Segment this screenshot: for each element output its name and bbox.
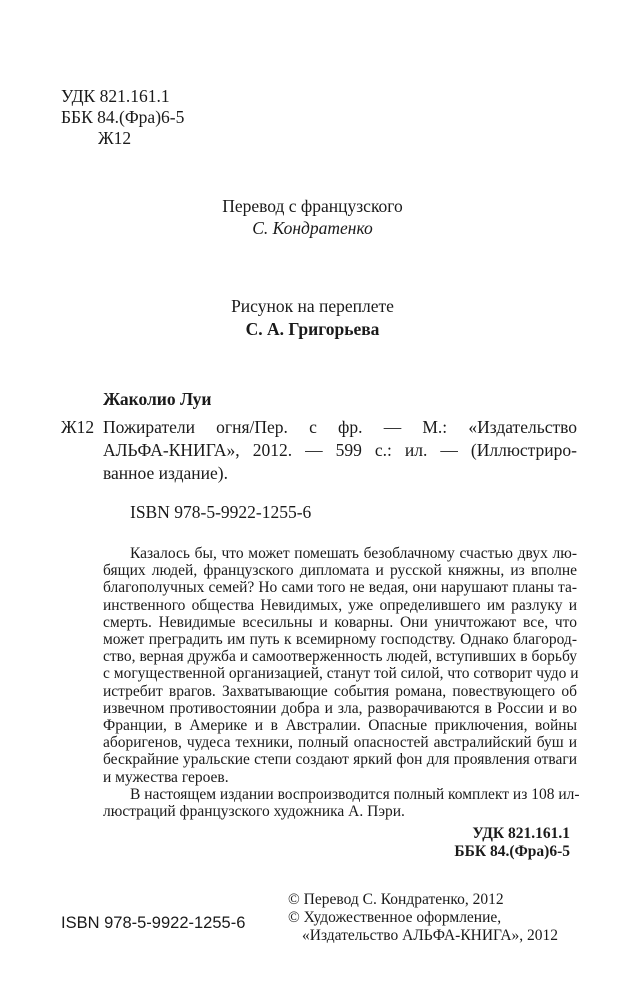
translation-label: Перевод с французского: [222, 196, 403, 216]
annotation-paragraph: [103, 545, 580, 821]
annotation-line: инственного общества Невидимых, уже определившего им разлуку и: [103, 596, 577, 614]
annotation-line: истребит врагов. Захватывающие события романа, повествующего об: [103, 682, 577, 700]
annotation-line: может преградить им путь к всемирному господству. Однако благород-: [103, 631, 577, 649]
annotation-line: люстраций французского художника А. Пэри.: [103, 803, 405, 821]
footer-isbn: ISBN 978-5-9922-1255-6: [61, 914, 246, 932]
translator-name: С. Кондратенко: [252, 218, 373, 238]
annotation-line: аборигенов, чудеса техники, полный опасностей австралийский буш и: [103, 734, 577, 752]
annotation-udk: УДК 821.161.1: [472, 825, 570, 842]
cover-artist-name: С. А. Григорьева: [245, 319, 380, 339]
annotation-line: смерть. Невидимые всесильны и коварны. Они уничтожают все, что: [103, 613, 577, 631]
catalog-entry-line: Пожиратели огня/Пер. с фр. — М.: «Издательство: [103, 417, 577, 437]
annotation-line: бящих людей, французского дипломата и русской княжны, из вполне: [103, 562, 577, 580]
copyright-design: © Художественное оформление,: [288, 909, 502, 926]
annotation-line: и мужества героев.: [103, 768, 229, 786]
cover-art-label: Рисунок на переплете: [231, 296, 394, 316]
catalog-isbn: ISBN 978-5-9922-1255-6: [130, 502, 312, 522]
annotation-line: бескрайние уральские степи создают яркий фон для проявления отваги: [103, 751, 577, 769]
catalog-entry: [103, 417, 577, 484]
author-mark: Ж12: [98, 128, 132, 148]
catalog-author: Жаколио Луи: [103, 389, 212, 409]
udk-code: УДК 821.161.1: [61, 86, 170, 106]
copyright-publisher: «Издательство АЛЬФА-КНИГА», 2012: [302, 927, 559, 944]
catalog-author-mark: Ж12: [61, 417, 95, 437]
annotation-line: извечном противостоянии добра и зла, разворачиваются в России и во: [103, 699, 577, 717]
annotation-line: Казалось бы, что может помешать безоблачному счастью двух лю-: [130, 545, 577, 562]
copyright-translation: © Перевод С. Кондратенко, 2012: [288, 891, 504, 908]
catalog-entry-line: ванное издание).: [103, 463, 228, 483]
annotation-line: В настоящем издании воспроизводится полный комплект из 108 ил-: [130, 785, 580, 803]
annotation-line: с могущественной организацией, станут той силой, что сотворит чудо и: [103, 665, 579, 683]
annotation-bbk: ББК 84.(Фра)6-5: [454, 843, 570, 860]
annotation-line: благополучных семей? Но сами того не ведая, они нарушают планы та-: [103, 579, 577, 597]
annotation-line: Франции, в Америке и в Австралии. Опасные приключения, войны: [103, 717, 577, 735]
catalog-entry-line: АЛЬФА-КНИГА», 2012. — 599 с.: ил. — (Иллюстриро-: [103, 440, 577, 460]
annotation-line: ство, верная дружба и самоотверженность людей, вступивших в борьбу: [103, 648, 577, 666]
bbk-code: ББК 84.(Фра)6-5: [61, 107, 185, 127]
